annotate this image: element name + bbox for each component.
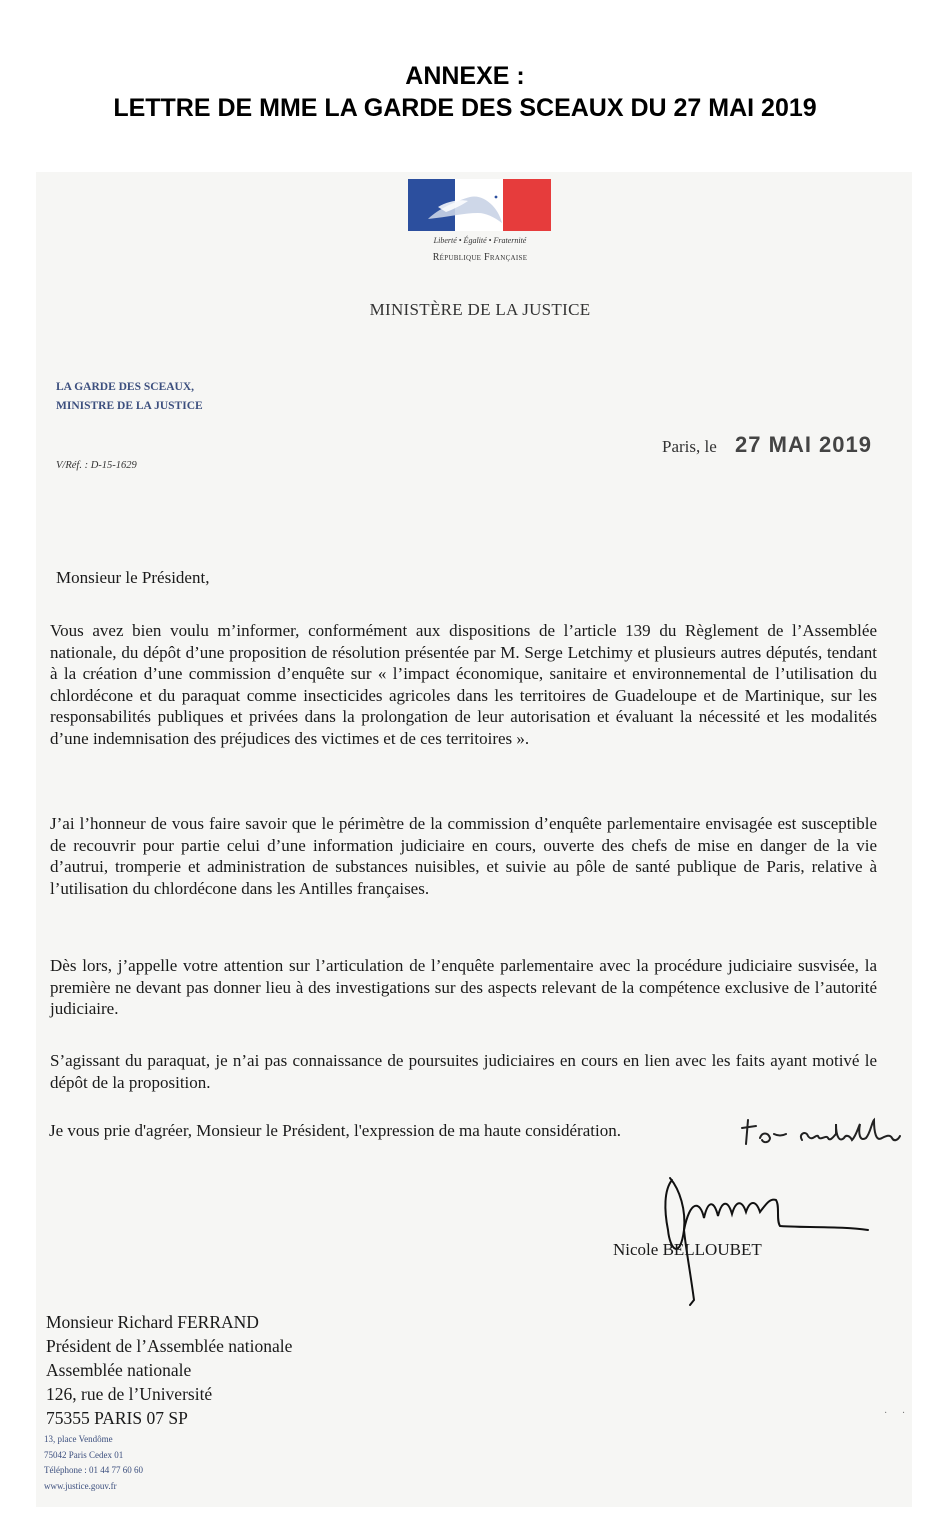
paragraph: Vous avez bien voulu m’informer, conformément aux dispositions de l’article 139 du Règlement de l’Assemblée nationale, du dépôt d’une proposition de résolution présentée par M. Serge Letchimy et plusieurs autres députés, tendant à la création d’une commission d’enquête sur « l’impact économique, sanitaire et environnemental de l’utilisation du chlordécone et du paraquat comme insecticides agricoles dans les territoires de Guadeloupe et de Martinique, sur les responsabilités publiques et privées dans la prolongation de leur autorisation et évaluant la nécessité et les modalités d’une indemnisation des préjudices des victimes et de ces territoires ». (50, 621, 877, 748)
paragraph: J’ai l’honneur de vous faire savoir que le périmètre de la commission d’enquête parlementaire envisagée est susceptible de recouvrir pour partie celui d’une information judiciaire en cours, ouverte des chefs de mise en danger de la vie d’autrui, tromperie et administration de substances nuisibles, et suivie au pôle de santé publique de Paris, relative à l’utilisation du chlordécone dans les Antilles françaises. (50, 814, 877, 898)
recipient-line: 126, rue de l’Université (46, 1384, 213, 1404)
annex-heading (0, 60, 930, 124)
recipient-line: Monsieur Richard FERRAND (46, 1312, 259, 1332)
ministry-name: MINISTÈRE DE LA JUSTICE (369, 300, 591, 319)
sender-title: LA GARDE DES SCEAUX, (56, 381, 195, 393)
recipient-line: Président de l’Assemblée nationale (46, 1336, 293, 1356)
footer-line: Téléphone : 01 44 77 60 60 (44, 1465, 143, 1475)
closing-formula: Je vous prie d'agréer, Monsieur le Président, l'expression de ma haute considération. (49, 1121, 621, 1140)
reference-number: V/Réf. : D-15-1629 (56, 460, 137, 471)
marianne-logo-icon (408, 179, 551, 231)
footer-line: 75042 Paris Cedex 01 (44, 1449, 124, 1460)
recipient-line: Assemblée nationale (46, 1360, 192, 1380)
recipient-address (46, 1310, 292, 1430)
date-stamp: 27 MAI 2019 (735, 432, 872, 457)
salutation: Monsieur le Président, (56, 568, 210, 587)
sender-block (56, 378, 203, 416)
ministry-footer (44, 1432, 143, 1494)
date-prefix: Paris, le (662, 437, 717, 456)
footer-link[interactable]: www.justice.gouv.fr (44, 1480, 117, 1491)
republic-motto: Liberté • Égalité • Fraternité (433, 236, 527, 245)
footer-line: 13, place Vendôme (44, 1434, 113, 1444)
sender-role: MINISTRE DE LA JUSTICE (56, 400, 203, 412)
annex-title: ANNEXE : (405, 62, 525, 90)
handwritten-note-icon (740, 1114, 905, 1155)
recipient-line: 75355 PARIS 07 SP (46, 1408, 188, 1428)
paragraph: Dès lors, j’appelle votre attention sur l’articulation de l’enquête parlementaire avec la procédure judiciaire susvisée, la première ne devant pas donner lieu à des investigations sur des aspects relevant de la compétence exclusive de l’autorité judiciaire. (50, 956, 877, 1018)
letter-date (662, 432, 872, 458)
annex-subtitle: LETTRE DE MME LA GARDE DES SCEAUX DU 27 MAI 2019 (113, 94, 817, 122)
signer-name: Nicole BELLOUBET (613, 1240, 762, 1259)
scan-artifact: · · (884, 1408, 912, 1419)
republic-name: République Française (432, 252, 528, 263)
paragraph: S’agissant du paraquat, je n’ai pas connaissance de poursuites judiciaires en cours en lien avec les faits ayant motivé le dépôt de la proposition. (50, 1051, 877, 1092)
